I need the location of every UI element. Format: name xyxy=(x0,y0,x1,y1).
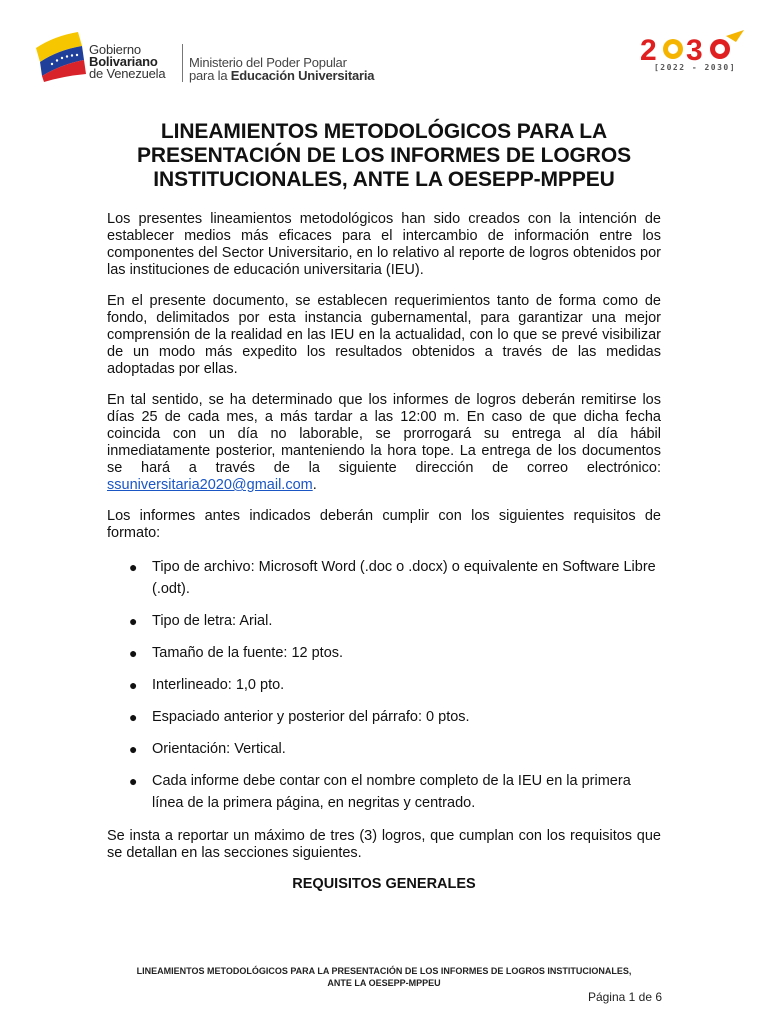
bullet-icon: ● xyxy=(129,709,138,725)
ministry-line-2 xyxy=(189,69,374,82)
list-item xyxy=(107,642,661,664)
list-item-text: Tipo de archivo: Microsoft Word (.doc o .docx) o equivalente en Software Libre (.odt). xyxy=(152,559,656,597)
format-requirements-list xyxy=(107,556,661,814)
paragraph-4: Los informes antes indicados deberán cumplir con los siguientes requisitos de formato: xyxy=(107,508,661,541)
list-item xyxy=(107,674,661,696)
page-number: Página 1 de 6 xyxy=(587,990,662,1004)
section-heading: REQUISITOS GENERALES xyxy=(292,876,476,892)
list-item-text: Cada informe debe contar con el nombre completo de la IEU en la primera línea de la primera página, en negritas y centrado. xyxy=(152,773,631,811)
list-item xyxy=(107,770,661,814)
bullet-icon: ● xyxy=(129,741,138,757)
gov-line-1: Gobierno xyxy=(89,42,141,57)
footer-line-1: LINEAMIENTOS METODOLÓGICOS PARA LA PRESENTACIÓN DE LOS INFORMES DE LOGROS INSTITUCIONALES, xyxy=(136,966,632,976)
ministry-line-1: Ministerio del Poder Popular xyxy=(189,55,347,70)
list-item-text: Espaciado anterior y posterior del párrafo: 0 ptos. xyxy=(152,709,470,725)
venezuela-flag-logo xyxy=(34,30,88,82)
bullet-icon: ● xyxy=(129,677,138,693)
plan-years: [2022 - 2030] xyxy=(653,63,737,72)
ministry-line-2-bold: Educación Universitaria xyxy=(230,68,375,83)
paragraph-1: Los presentes lineamientos metodológicos han sido creados con la intención de establecer medios más eficaces para el intercambio de información entre los componentes del Sector Universitario, en lo relativo al reporte de logros obtenidos por las instituciones de educación universitaria (IEU). xyxy=(107,211,661,278)
list-item xyxy=(107,610,661,632)
list-item xyxy=(107,556,661,600)
ministry-name xyxy=(189,56,374,82)
list-item-text: Orientación: Vertical. xyxy=(152,741,286,757)
page-footer xyxy=(100,965,668,989)
ministry-line-2-prefix: para la xyxy=(189,68,231,83)
document-title: LINEAMIENTOS METODOLÓGICOS PARA LA PRESENTACIÓN DE LOS INFORMES DE LOGROS INSTITUCIONALES, ANTE LA OESEPP-MPPEU xyxy=(136,120,632,191)
bullet-icon: ● xyxy=(129,645,138,661)
svg-text:3: 3 xyxy=(686,34,702,67)
bullet-icon: ● xyxy=(129,613,138,629)
list-item-text: Tipo de letra: Arial. xyxy=(152,613,273,629)
bullet-icon: ● xyxy=(129,773,138,789)
paragraph-3 xyxy=(107,392,661,494)
email-link[interactable]: ssuniversitaria2020@gmail.com xyxy=(107,477,313,493)
document-body xyxy=(107,211,661,893)
list-item xyxy=(107,738,661,760)
list-item-text: Interlineado: 1,0 pto. xyxy=(152,677,285,693)
list-item xyxy=(107,706,661,728)
list-item-text: Tamaño de la fuente: 12 ptos. xyxy=(152,645,344,661)
bullet-icon: ● xyxy=(129,559,138,575)
government-name xyxy=(89,44,165,80)
gov-line-2: Bolivariano xyxy=(89,54,158,69)
email-suffix: . xyxy=(312,477,317,493)
header-divider xyxy=(182,44,183,82)
paragraph-3-text: En tal sentido, se ha determinado que los informes de logros deberán remitirse los días 25 de cada mes, a más tardar a las 12:00 m. En caso de que dicha fecha coincida con un día no laborable, se prorrogará su entrega al día hábil inmediatamente posterior, manteniendo la hora tope. La entrega de los documentos se hará a través de la siguiente dirección de correo electrónico: xyxy=(107,392,661,476)
page-header xyxy=(0,0,768,100)
paragraph-2: En el presente documento, se establecen requerimientos tanto de forma como de fondo, delimitados por esta instancia gubernamental, para garantizar una mejor comprensión de la realidad en las IEU en la actualidad, con lo que se prevé visibilizar de un modo más expedito los resultados obtenidos a través de las medidas adoptadas por ellas. xyxy=(107,293,661,377)
gov-line-3: de Venezuela xyxy=(89,66,166,81)
paragraph-5: Se insta a reportar un máximo de tres (3) logros, que cumplan con los requisitos que se detallan en las secciones siguientes. xyxy=(107,828,661,861)
footer-line-2: ANTE LA OESEPP-MPPEU xyxy=(327,978,441,988)
svg-text:2: 2 xyxy=(640,34,656,67)
